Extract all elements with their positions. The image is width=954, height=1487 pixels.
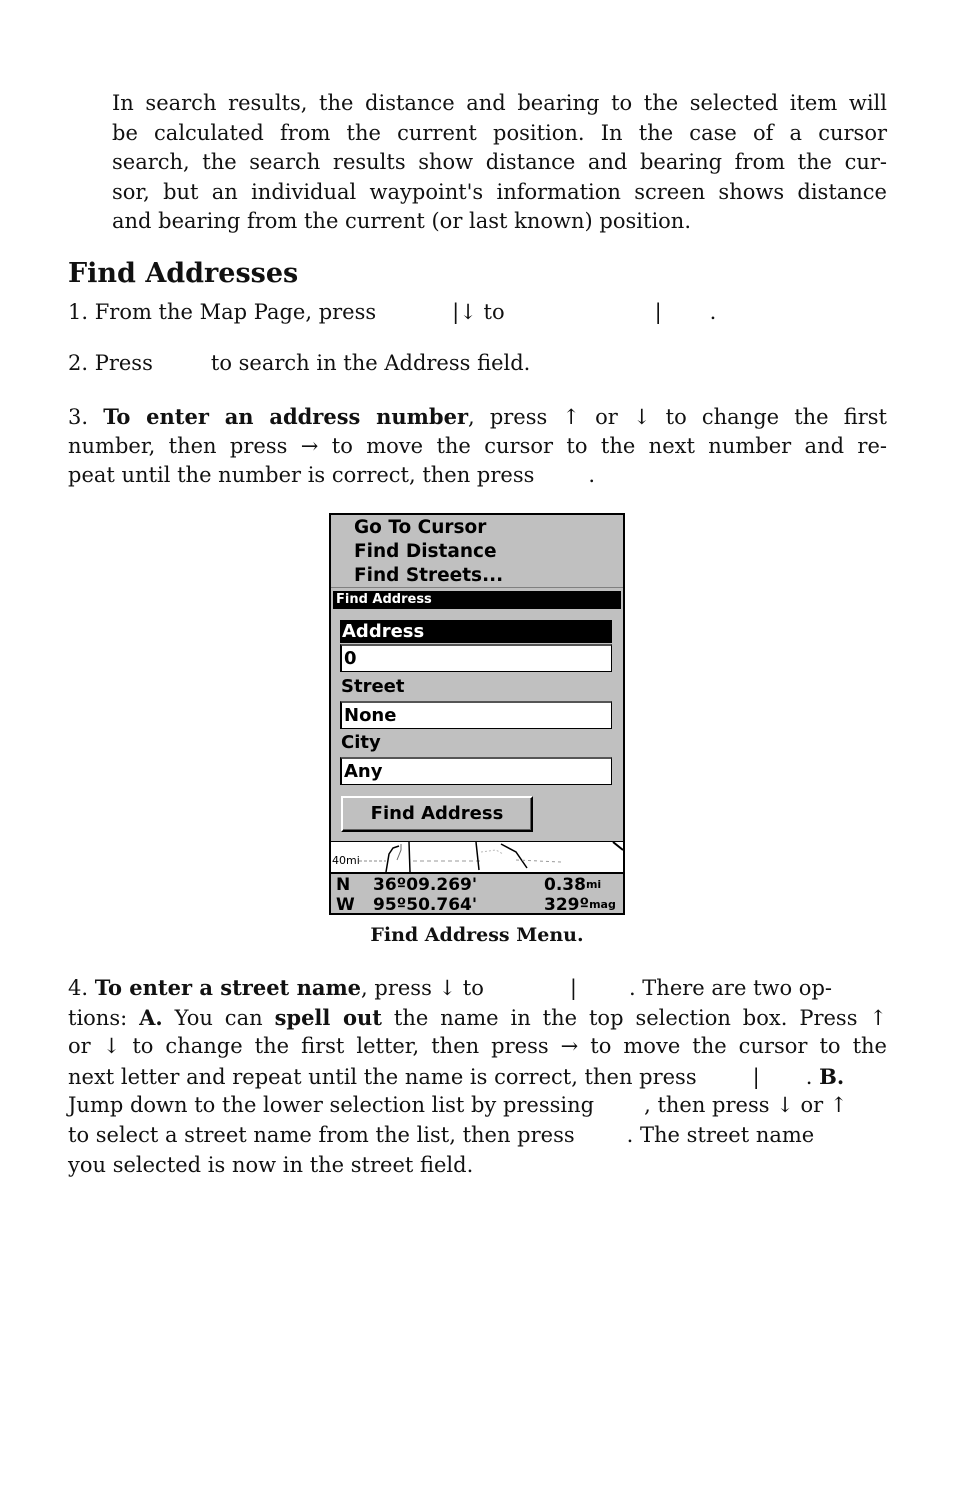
- step-4-l4-dot: .: [805, 1064, 813, 1089]
- intro-line: be calculated from the current position. In the case of a cursor: [112, 120, 887, 145]
- step-4-l2-a: A.: [139, 1004, 163, 1030]
- step-2-prefix: 2. Press: [68, 351, 153, 375]
- step-2: [68, 349, 887, 379]
- latitude: 36º09.269': [373, 875, 478, 895]
- step-3: [68, 402, 887, 491]
- step-4-l7: you selected is now in the street field.: [68, 1152, 474, 1177]
- step-4-l1-mid: , press ↓ to: [361, 976, 484, 1000]
- step-4-l4-b: B.: [819, 1063, 845, 1089]
- bearing: 329º: [544, 895, 590, 915]
- step-3-bold: To enter an address number: [103, 404, 469, 429]
- section-heading: Find Addresses: [68, 258, 299, 289]
- intro-line: In search results, the distance and bearing to the selected item will: [112, 91, 887, 115]
- step-2-suffix: to search in the Address field.: [210, 351, 531, 375]
- step-4-l2-end: the name in the top selection box. Press ↑: [393, 1005, 888, 1030]
- step-4-l6-end: . The street name: [626, 1122, 815, 1147]
- address-label[interactable]: Address: [340, 620, 612, 643]
- step-3-line1-rest: , press ↑ or ↓ to change the first: [468, 405, 887, 429]
- step-4-number: 4.: [68, 976, 89, 1000]
- step-1-end: .: [709, 300, 717, 324]
- step-1-prefix: 1. From the Map Page, press: [68, 300, 377, 324]
- menu-item-go-to-cursor[interactable]: Go To Cursor: [354, 517, 487, 538]
- distance: 0.38: [544, 875, 586, 895]
- step-1-sep1: |↓ to: [452, 300, 505, 324]
- figure-caption: Find Address Menu.: [370, 924, 584, 946]
- step-4-l1-end: . There are two op-: [628, 976, 832, 1000]
- street-field[interactable]: None: [340, 701, 612, 729]
- step-4-l4-pre: next letter and repeat until the name is correct, then press: [68, 1064, 697, 1089]
- step-3-number: 3.: [68, 405, 89, 429]
- step-1: [68, 298, 887, 328]
- distance-unit: mi: [585, 878, 602, 891]
- step-3-line3-prefix: peat until the number is correct, then press: [68, 463, 535, 488]
- step-4-l5-pre: Jump down to the lower selection list by pressing: [68, 1093, 595, 1118]
- menu-divider: [331, 587, 623, 588]
- intro-line: search, the search results show distance and bearing from the cur-: [112, 150, 887, 175]
- step-4: [68, 973, 887, 1180]
- step-4-l3: or ↓ to change the first letter, then press → to move the cursor to the: [68, 1034, 887, 1059]
- step-1-sep2: |: [654, 300, 662, 324]
- step-4-l5-end: , then press ↓ or ↑: [644, 1093, 848, 1118]
- step-4-l2-pre: tions:: [68, 1005, 128, 1030]
- intro-line: sor, but an individual waypoint's information screen shows distance: [112, 179, 887, 204]
- longitude: 95º50.764': [373, 895, 478, 915]
- lat-direction: N: [336, 875, 351, 895]
- device-screenshot: [329, 513, 625, 915]
- find-address-button[interactable]: Find Address: [341, 796, 533, 832]
- address-field[interactable]: 0: [340, 644, 612, 672]
- map-scale: 40mi: [332, 854, 360, 867]
- status-bar: [331, 872, 623, 913]
- bearing-unit: mag: [589, 898, 616, 911]
- dialog-title: Find Address: [333, 591, 621, 609]
- step-4-l2-mid: You can: [174, 1005, 263, 1030]
- menu-item-find-streets[interactable]: Find Streets...: [354, 565, 504, 586]
- map-strip: [331, 842, 623, 872]
- menu-item-find-distance[interactable]: Find Distance: [354, 541, 497, 562]
- intro-line: and bearing from the current (or last known) position.: [112, 209, 692, 234]
- step-4-l1-sep: |: [569, 976, 577, 1000]
- street-label: Street: [341, 676, 405, 697]
- step-4-l2-bold: spell out: [274, 1004, 382, 1030]
- city-label: City: [341, 732, 381, 753]
- step-4-bold: To enter a street name: [94, 975, 362, 1000]
- lon-direction: W: [336, 895, 355, 915]
- step-3-line2: number, then press → to move the cursor to the next number and re-: [68, 433, 887, 458]
- map-roads: [331, 842, 623, 872]
- step-4-l4-sep: |: [752, 1064, 760, 1089]
- intro-paragraph: [112, 89, 887, 237]
- city-field[interactable]: Any: [340, 757, 612, 785]
- step-3-line3-end: .: [588, 463, 596, 488]
- step-4-l6-pre: to select a street name from the list, then press: [68, 1122, 575, 1147]
